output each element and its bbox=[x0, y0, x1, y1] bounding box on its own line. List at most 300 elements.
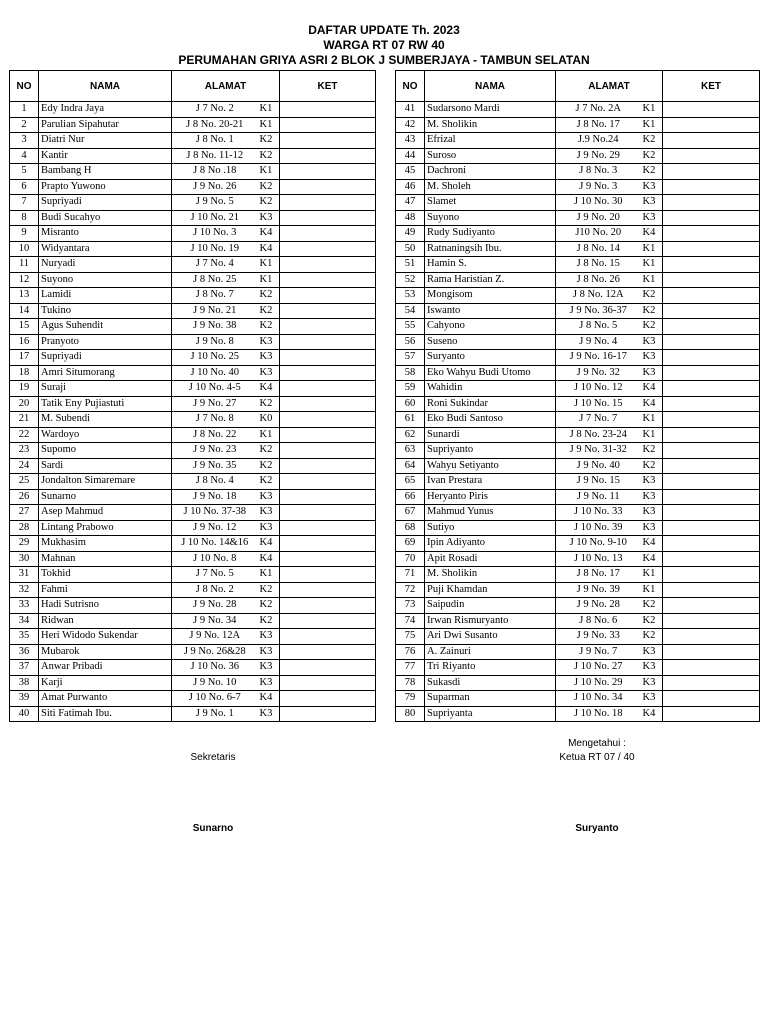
table-row bbox=[10, 489, 376, 505]
row-kategori: K2 bbox=[641, 164, 663, 180]
row-ket bbox=[663, 520, 760, 536]
row-no: 22 bbox=[10, 427, 39, 443]
table-row bbox=[10, 551, 376, 567]
row-kategori: K3 bbox=[641, 365, 663, 381]
row-kategori: K2 bbox=[258, 582, 280, 598]
row-alamat: J 8 No. 11-12 bbox=[172, 148, 258, 164]
table-row bbox=[10, 226, 376, 242]
secretary-title: Sekretaris bbox=[190, 752, 236, 763]
table-row bbox=[10, 458, 376, 474]
row-no: 74 bbox=[396, 613, 425, 629]
row-kategori: K3 bbox=[258, 334, 280, 350]
table-row bbox=[396, 505, 760, 521]
row-kategori: K1 bbox=[641, 102, 663, 118]
row-ket bbox=[663, 303, 760, 319]
row-nama: Tatik Eny Pujiastuti bbox=[39, 396, 172, 412]
row-nama: Heryanto Piris bbox=[425, 489, 556, 505]
row-ket bbox=[280, 443, 376, 459]
table-row bbox=[10, 257, 376, 273]
row-no: 15 bbox=[10, 319, 39, 335]
row-no: 25 bbox=[10, 474, 39, 490]
row-nama: Supriyadi bbox=[39, 195, 172, 211]
row-kategori: K2 bbox=[641, 613, 663, 629]
row-alamat: J 8 No. 26 bbox=[556, 272, 641, 288]
row-kategori: K1 bbox=[641, 117, 663, 133]
row-kategori: K3 bbox=[641, 520, 663, 536]
row-alamat: J 8 No. 5 bbox=[556, 319, 641, 335]
row-nama: Pranyoto bbox=[39, 334, 172, 350]
row-alamat: J10 No. 20 bbox=[556, 226, 641, 242]
row-nama: Cahyono bbox=[425, 319, 556, 335]
row-no: 32 bbox=[10, 582, 39, 598]
table-row bbox=[396, 427, 760, 443]
row-no: 67 bbox=[396, 505, 425, 521]
row-ket bbox=[280, 117, 376, 133]
row-alamat: J 10 No. 29 bbox=[556, 675, 641, 691]
row-kategori: K2 bbox=[258, 288, 280, 304]
row-alamat: J 9 No. 1 bbox=[172, 706, 258, 722]
row-kategori: K2 bbox=[258, 613, 280, 629]
row-alamat: J 9 No. 15 bbox=[556, 474, 641, 490]
row-no: 12 bbox=[10, 272, 39, 288]
row-ket bbox=[663, 412, 760, 428]
row-alamat: J 10 No. 30 bbox=[556, 195, 641, 211]
table-row bbox=[396, 272, 760, 288]
row-no: 8 bbox=[10, 210, 39, 226]
row-nama: A. Zainuri bbox=[425, 644, 556, 660]
row-nama: Hamin S. bbox=[425, 257, 556, 273]
row-nama: Budi Sucahyo bbox=[39, 210, 172, 226]
row-no: 38 bbox=[10, 675, 39, 691]
row-kategori: K4 bbox=[258, 551, 280, 567]
table-row bbox=[396, 551, 760, 567]
row-ket bbox=[663, 474, 760, 490]
row-ket bbox=[280, 706, 376, 722]
table-row bbox=[396, 303, 760, 319]
row-no: 52 bbox=[396, 272, 425, 288]
row-no: 61 bbox=[396, 412, 425, 428]
row-kategori: K1 bbox=[641, 427, 663, 443]
row-kategori: K4 bbox=[641, 396, 663, 412]
secretary-name: Sunarno bbox=[192, 823, 234, 834]
table-row bbox=[10, 505, 376, 521]
table-row bbox=[396, 520, 760, 536]
row-ket bbox=[663, 675, 760, 691]
row-alamat: J 10 No. 40 bbox=[172, 365, 258, 381]
row-nama: Ratnaningsih Ibu. bbox=[425, 241, 556, 257]
row-kategori: K1 bbox=[258, 427, 280, 443]
row-alamat: J 9 No. 38 bbox=[172, 319, 258, 335]
row-kategori: K1 bbox=[258, 272, 280, 288]
row-no: 1 bbox=[10, 102, 39, 118]
row-nama: Sudarsono Mardi bbox=[425, 102, 556, 118]
col-ket-header: KET bbox=[663, 71, 760, 102]
row-no: 78 bbox=[396, 675, 425, 691]
table-row bbox=[10, 427, 376, 443]
row-no: 45 bbox=[396, 164, 425, 180]
row-kategori: K3 bbox=[641, 195, 663, 211]
table-row bbox=[396, 350, 760, 366]
row-kategori: K3 bbox=[641, 660, 663, 676]
row-nama: Sardi bbox=[39, 458, 172, 474]
table-row bbox=[396, 365, 760, 381]
table-row bbox=[10, 365, 376, 381]
row-no: 16 bbox=[10, 334, 39, 350]
row-ket bbox=[280, 350, 376, 366]
row-ket bbox=[280, 303, 376, 319]
row-nama: Widyantara bbox=[39, 241, 172, 257]
row-no: 40 bbox=[10, 706, 39, 722]
row-nama: Mahmud Yunus bbox=[425, 505, 556, 521]
row-alamat: J 8 No. 3 bbox=[556, 164, 641, 180]
table-row bbox=[10, 536, 376, 552]
table-header-row bbox=[10, 71, 376, 102]
row-alamat: J 9 No. 3 bbox=[556, 179, 641, 195]
row-ket bbox=[663, 551, 760, 567]
row-ket bbox=[280, 660, 376, 676]
row-alamat: J 9 No. 39 bbox=[556, 582, 641, 598]
table-row bbox=[396, 241, 760, 257]
row-nama: M. Subendi bbox=[39, 412, 172, 428]
row-nama: Nuryadi bbox=[39, 257, 172, 273]
table-row bbox=[396, 210, 760, 226]
row-ket bbox=[280, 582, 376, 598]
row-kategori: K1 bbox=[258, 117, 280, 133]
row-ket bbox=[663, 505, 760, 521]
row-nama: Eko Budi Santoso bbox=[425, 412, 556, 428]
row-no: 30 bbox=[10, 551, 39, 567]
row-alamat: J 7 No. 5 bbox=[172, 567, 258, 583]
row-ket bbox=[280, 241, 376, 257]
row-kategori: K2 bbox=[258, 195, 280, 211]
row-kategori: K3 bbox=[641, 210, 663, 226]
row-alamat: J 10 No. 21 bbox=[172, 210, 258, 226]
table-row bbox=[396, 133, 760, 149]
row-nama: Puji Khamdan bbox=[425, 582, 556, 598]
row-ket bbox=[663, 381, 760, 397]
row-ket bbox=[280, 381, 376, 397]
table-body-right bbox=[396, 102, 760, 722]
row-ket bbox=[280, 257, 376, 273]
row-kategori: K1 bbox=[258, 257, 280, 273]
col-ket-header: KET bbox=[280, 71, 376, 102]
rt-chairman-name: Suryanto bbox=[575, 823, 619, 834]
row-alamat: J 9 No. 23 bbox=[172, 443, 258, 459]
row-ket bbox=[663, 148, 760, 164]
row-nama: Fahmi bbox=[39, 582, 172, 598]
row-alamat: J 10 No. 15 bbox=[556, 396, 641, 412]
row-nama: Misranto bbox=[39, 226, 172, 242]
row-ket bbox=[280, 195, 376, 211]
row-nama: M. Sholeh bbox=[425, 179, 556, 195]
row-kategori: K3 bbox=[641, 489, 663, 505]
row-no: 53 bbox=[396, 288, 425, 304]
acknowledged-label: Mengetahui : bbox=[568, 738, 626, 749]
row-alamat: J 10 No. 4-5 bbox=[172, 381, 258, 397]
table-row bbox=[396, 706, 760, 722]
row-ket bbox=[280, 567, 376, 583]
table-row bbox=[396, 536, 760, 552]
row-no: 19 bbox=[10, 381, 39, 397]
row-ket bbox=[280, 334, 376, 350]
row-kategori: K3 bbox=[641, 474, 663, 490]
row-kategori: K1 bbox=[641, 257, 663, 273]
table-row bbox=[10, 598, 376, 614]
row-nama: Rudy Sudiyanto bbox=[425, 226, 556, 242]
table-row bbox=[396, 381, 760, 397]
row-nama: Suseno bbox=[425, 334, 556, 350]
row-alamat: J 9 No. 20 bbox=[556, 210, 641, 226]
row-no: 55 bbox=[396, 319, 425, 335]
table-row bbox=[396, 489, 760, 505]
row-nama: Tri Riyanto bbox=[425, 660, 556, 676]
row-alamat: J 9 No. 12A bbox=[172, 629, 258, 645]
row-nama: Bambang H bbox=[39, 164, 172, 180]
row-nama: Sutiyo bbox=[425, 520, 556, 536]
row-ket bbox=[280, 412, 376, 428]
row-kategori: K2 bbox=[641, 288, 663, 304]
row-alamat: J 8 No. 17 bbox=[556, 567, 641, 583]
row-ket bbox=[280, 474, 376, 490]
row-kategori: K4 bbox=[641, 226, 663, 242]
row-nama: Dachroni bbox=[425, 164, 556, 180]
row-ket bbox=[280, 598, 376, 614]
row-ket bbox=[663, 582, 760, 598]
row-nama: Mahnan bbox=[39, 551, 172, 567]
row-nama: Efrizal bbox=[425, 133, 556, 149]
table-row bbox=[396, 474, 760, 490]
row-ket bbox=[663, 179, 760, 195]
row-alamat: J 9 No. 18 bbox=[172, 489, 258, 505]
row-kategori: K3 bbox=[258, 706, 280, 722]
row-no: 36 bbox=[10, 644, 39, 660]
row-no: 48 bbox=[396, 210, 425, 226]
resident-table-right bbox=[395, 70, 760, 722]
row-ket bbox=[280, 365, 376, 381]
row-alamat: J 7 No. 2A bbox=[556, 102, 641, 118]
row-alamat: J 10 No. 12 bbox=[556, 381, 641, 397]
row-nama: Supriyadi bbox=[39, 350, 172, 366]
row-nama: Supriyanta bbox=[425, 706, 556, 722]
document-header bbox=[0, 23, 768, 68]
row-kategori: K0 bbox=[258, 412, 280, 428]
row-no: 17 bbox=[10, 350, 39, 366]
row-no: 46 bbox=[396, 179, 425, 195]
rt-chairman-title: Ketua RT 07 / 40 bbox=[559, 752, 635, 763]
row-ket bbox=[663, 458, 760, 474]
row-no: 43 bbox=[396, 133, 425, 149]
row-no: 37 bbox=[10, 660, 39, 676]
row-no: 33 bbox=[10, 598, 39, 614]
row-no: 29 bbox=[10, 536, 39, 552]
row-alamat: J 9 No. 11 bbox=[556, 489, 641, 505]
row-no: 58 bbox=[396, 365, 425, 381]
row-alamat: J 10 No. 3 bbox=[172, 226, 258, 242]
row-ket bbox=[280, 148, 376, 164]
row-ket bbox=[280, 536, 376, 552]
row-ket bbox=[280, 644, 376, 660]
row-alamat: J 10 No. 19 bbox=[172, 241, 258, 257]
row-kategori: K3 bbox=[641, 675, 663, 691]
row-ket bbox=[663, 396, 760, 412]
row-kategori: K2 bbox=[258, 443, 280, 459]
table-header-row bbox=[396, 71, 760, 102]
row-ket bbox=[280, 179, 376, 195]
row-ket bbox=[663, 691, 760, 707]
table-row bbox=[10, 629, 376, 645]
row-nama: Eko Wahyu Budi Utomo bbox=[425, 365, 556, 381]
row-kategori: K2 bbox=[258, 148, 280, 164]
row-ket bbox=[663, 427, 760, 443]
row-no: 51 bbox=[396, 257, 425, 273]
row-nama: Hadi Sutrisno bbox=[39, 598, 172, 614]
row-no: 79 bbox=[396, 691, 425, 707]
row-no: 39 bbox=[10, 691, 39, 707]
table-row bbox=[396, 319, 760, 335]
row-alamat: J 10 No. 18 bbox=[556, 706, 641, 722]
col-nama-header: NAMA bbox=[39, 71, 172, 102]
table-row bbox=[396, 257, 760, 273]
table-row bbox=[10, 303, 376, 319]
row-nama: M. Sholikin bbox=[425, 567, 556, 583]
row-kategori: K3 bbox=[258, 629, 280, 645]
row-alamat: J 8 No. 2 bbox=[172, 582, 258, 598]
header-location: PERUMAHAN GRIYA ASRI 2 BLOK J SUMBERJAYA - TAMBUN SELATAN bbox=[178, 53, 590, 67]
table-row bbox=[396, 675, 760, 691]
row-alamat: J 10 No. 14&16 bbox=[172, 536, 258, 552]
row-ket bbox=[280, 272, 376, 288]
row-ket bbox=[663, 536, 760, 552]
row-nama: Supriyanto bbox=[425, 443, 556, 459]
row-nama: Apit Rosadi bbox=[425, 551, 556, 567]
row-ket bbox=[663, 350, 760, 366]
table-row bbox=[10, 179, 376, 195]
row-kategori: K1 bbox=[641, 412, 663, 428]
row-alamat: J 10 No. 34 bbox=[556, 691, 641, 707]
row-nama: Karji bbox=[39, 675, 172, 691]
row-kategori: K3 bbox=[641, 179, 663, 195]
table-row bbox=[10, 443, 376, 459]
row-ket bbox=[280, 288, 376, 304]
row-alamat: J 9 No. 28 bbox=[556, 598, 641, 614]
row-no: 44 bbox=[396, 148, 425, 164]
table-row bbox=[10, 644, 376, 660]
row-nama: Wahidin bbox=[425, 381, 556, 397]
row-nama: Suparman bbox=[425, 691, 556, 707]
row-alamat: J 8 No. 4 bbox=[172, 474, 258, 490]
row-ket bbox=[663, 164, 760, 180]
table-row bbox=[10, 582, 376, 598]
table-row bbox=[396, 458, 760, 474]
table-row bbox=[10, 567, 376, 583]
row-alamat: J 7 No. 4 bbox=[172, 257, 258, 273]
row-nama: Mubarok bbox=[39, 644, 172, 660]
row-kategori: K3 bbox=[641, 334, 663, 350]
row-kategori: K1 bbox=[641, 582, 663, 598]
row-nama: Jondalton Simaremare bbox=[39, 474, 172, 490]
row-no: 4 bbox=[10, 148, 39, 164]
row-no: 71 bbox=[396, 567, 425, 583]
row-no: 69 bbox=[396, 536, 425, 552]
row-ket bbox=[663, 133, 760, 149]
row-alamat: J 10 No. 39 bbox=[556, 520, 641, 536]
row-alamat: J 10 No. 36 bbox=[172, 660, 258, 676]
row-alamat: J 7 No. 8 bbox=[172, 412, 258, 428]
row-nama: Tokhid bbox=[39, 567, 172, 583]
row-alamat: J 9 No. 35 bbox=[172, 458, 258, 474]
row-nama: Wardoyo bbox=[39, 427, 172, 443]
row-kategori: K3 bbox=[258, 489, 280, 505]
table-row bbox=[10, 334, 376, 350]
row-alamat: J 10 No. 6-7 bbox=[172, 691, 258, 707]
row-ket bbox=[280, 691, 376, 707]
col-no-header: NO bbox=[10, 71, 39, 102]
row-kategori: K2 bbox=[258, 303, 280, 319]
row-ket bbox=[663, 706, 760, 722]
row-alamat: J 9 No. 26&28 bbox=[172, 644, 258, 660]
table-row bbox=[396, 598, 760, 614]
table-row bbox=[396, 179, 760, 195]
table-row bbox=[10, 350, 376, 366]
row-no: 7 bbox=[10, 195, 39, 211]
row-kategori: K4 bbox=[641, 551, 663, 567]
row-kategori: K1 bbox=[641, 241, 663, 257]
table-row bbox=[10, 117, 376, 133]
table-row bbox=[396, 691, 760, 707]
row-no: 10 bbox=[10, 241, 39, 257]
row-alamat: J 8 No. 23-24 bbox=[556, 427, 641, 443]
row-no: 66 bbox=[396, 489, 425, 505]
row-nama: Prapto Yuwono bbox=[39, 179, 172, 195]
row-alamat: J 8 No. 12A bbox=[556, 288, 641, 304]
table-row bbox=[10, 319, 376, 335]
table-row bbox=[10, 706, 376, 722]
row-alamat: J 8 No. 1 bbox=[172, 133, 258, 149]
row-ket bbox=[280, 102, 376, 118]
row-kategori: K1 bbox=[641, 567, 663, 583]
row-no: 5 bbox=[10, 164, 39, 180]
row-alamat: J 9 No. 12 bbox=[172, 520, 258, 536]
row-alamat: J 9 No. 36-37 bbox=[556, 303, 641, 319]
row-ket bbox=[663, 210, 760, 226]
row-kategori: K1 bbox=[641, 272, 663, 288]
table-row bbox=[10, 195, 376, 211]
row-alamat: J 10 No. 33 bbox=[556, 505, 641, 521]
row-nama: Tukino bbox=[39, 303, 172, 319]
row-alamat: J 10 No. 9-10 bbox=[556, 536, 641, 552]
table-row bbox=[396, 102, 760, 118]
row-kategori: K2 bbox=[641, 598, 663, 614]
table-row bbox=[396, 629, 760, 645]
row-ket bbox=[663, 241, 760, 257]
row-no: 28 bbox=[10, 520, 39, 536]
row-kategori: K4 bbox=[641, 706, 663, 722]
row-no: 54 bbox=[396, 303, 425, 319]
row-nama: Ridwan bbox=[39, 613, 172, 629]
row-nama: Ivan Prestara bbox=[425, 474, 556, 490]
row-no: 73 bbox=[396, 598, 425, 614]
row-ket bbox=[663, 272, 760, 288]
row-kategori: K2 bbox=[641, 443, 663, 459]
row-kategori: K3 bbox=[258, 505, 280, 521]
row-alamat: J 9 No. 4 bbox=[556, 334, 641, 350]
row-kategori: K1 bbox=[258, 102, 280, 118]
row-no: 50 bbox=[396, 241, 425, 257]
row-alamat: J 8 No. 6 bbox=[556, 613, 641, 629]
table-row bbox=[396, 660, 760, 676]
table-row bbox=[10, 474, 376, 490]
row-nama: Suyono bbox=[39, 272, 172, 288]
